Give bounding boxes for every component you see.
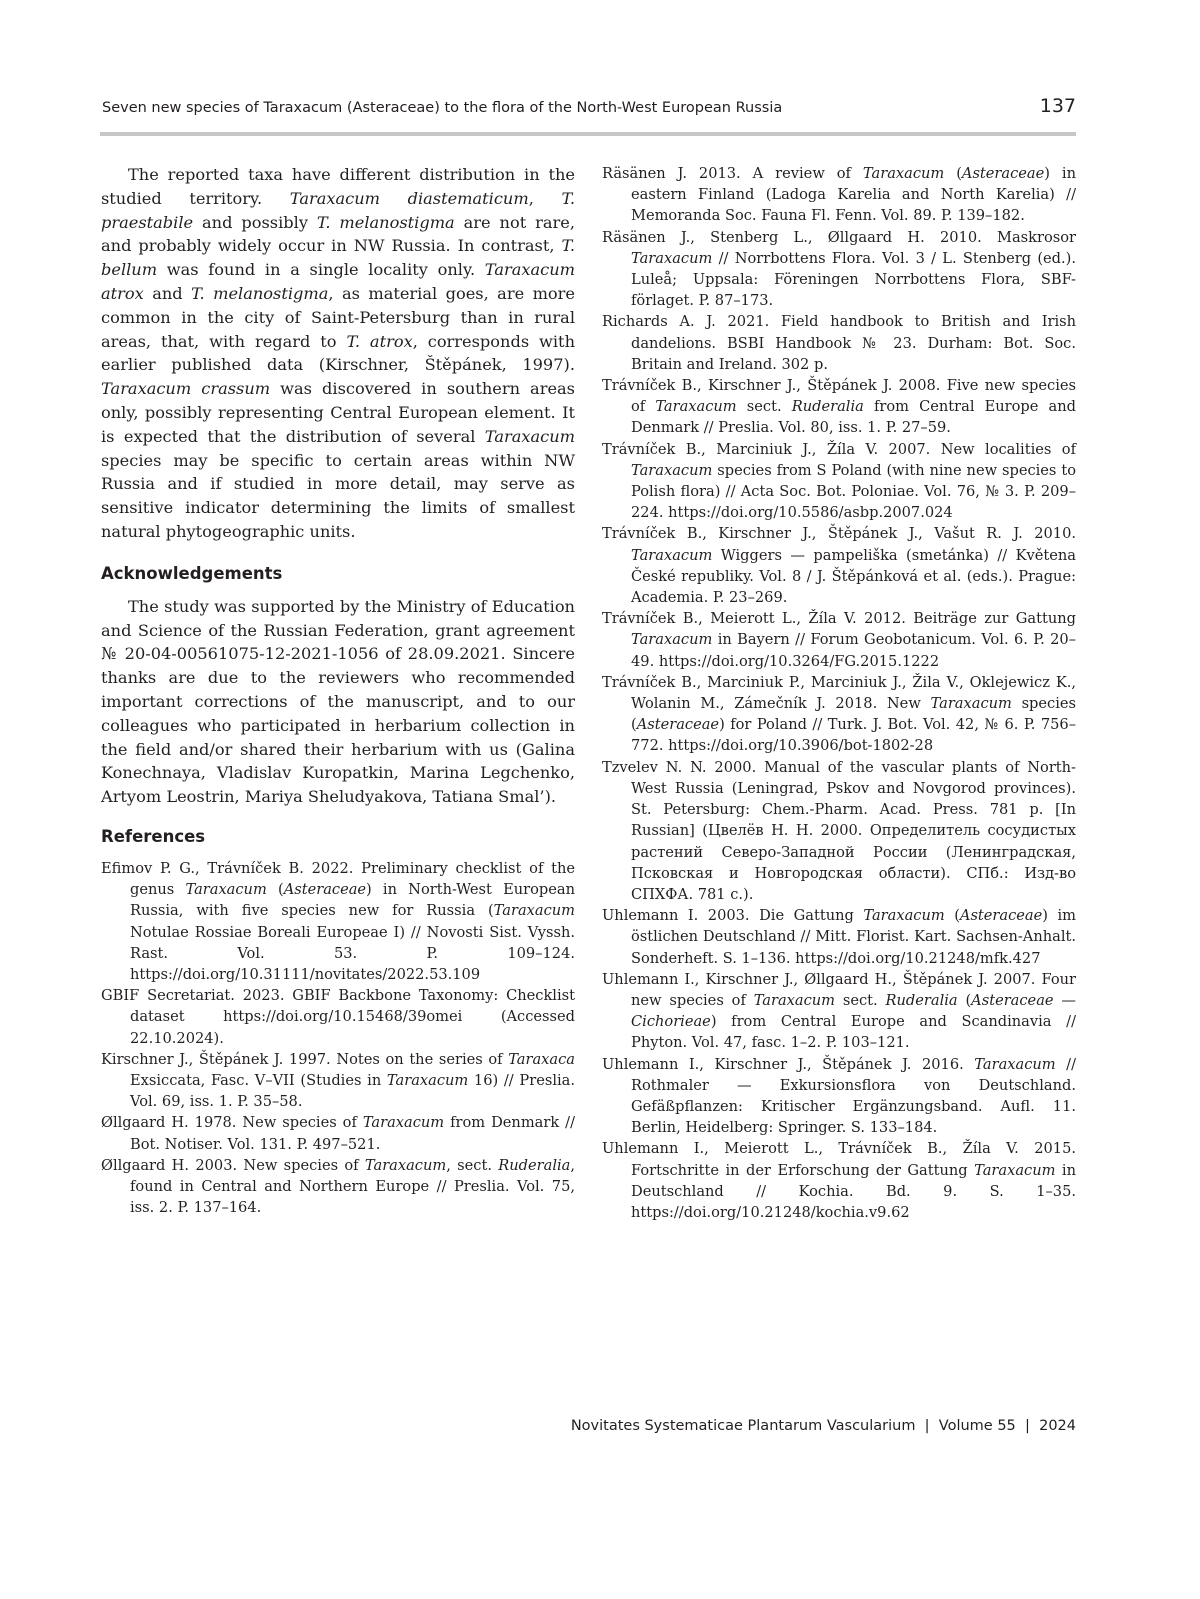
reference-item: Trávníček B., Kirschner J., Štěpánek J., Vašut R. J. 2010. Taraxacum Wiggers — pampeliška (smetánka) // Květena České republiky. Vol. 8 / J. Štěpánková et al. (eds.). Prague: Academia. P. 23–269. bbox=[602, 525, 1076, 607]
reference-item: Trávníček B., Kirschner J., Štěpánek J. 2008. Five new species of Taraxacum sect. Ruderalia from Central Europe and Denmark // Preslia. Vol. 80, iss. 1. P. 27–59. bbox=[602, 377, 1076, 437]
right-column bbox=[602, 163, 1076, 1223]
reference-item: Øllgaard H. 1978. New species of Taraxacum from Denmark // Bot. Notiser. Vol. 131. P. 497–521. bbox=[101, 1114, 575, 1153]
reference-item: Trávníček B., Marciniuk P., Marciniuk J., Žila V., Oklejewicz K., Wolanin M., Zámečník J. 2018. New Taraxacum species (Asteraceae) for Poland // Turk. J. Bot. Vol. 42, № 6. P. 756–772. https://doi.org/10.3906/bot-1802-28 bbox=[602, 673, 1076, 755]
running-title: Seven new species of Taraxacum (Asteraceae) to the flora of the North-West European Russia bbox=[102, 100, 783, 116]
references-list-left bbox=[101, 858, 575, 1218]
distribution-paragraph: The reported taxa have different distribution in the studied territory. Taraxacum diastematicum, T. praestabile and possibly T. melanostigma are not rare, and probably widely occur in NW Russia. In contrast, T. bellum was found in a single locality only. Taraxacum atrox and T. melanostigma, as material goes, are more common in the city of Saint-Petersburg than in rural areas, that, with regard to T. atrox, corresponds with earlier published data (Kirschner, Štěpánek, 1997). Taraxacum crassum was discovered in southern areas only, possibly representing Central European element. It is expected that the distribution of several Taraxacum species may be specific to certain areas within NW Russia and if studied in more detail, may serve as sensitive indicator determining the limits of smallest natural phytogeographic units. bbox=[101, 165, 575, 541]
journal-footer: Novitates Systematicae Plantarum Vascularium | Volume 55 | 2024 bbox=[570, 1418, 1076, 1434]
reference-item: Richards A. J. 2021. Field handbook to British and Irish dandelions. BSBI Handbook № 23. Durham: Bot. Soc. Britain and Ireland. 302 p. bbox=[602, 313, 1076, 373]
reference-item: Øllgaard H. 2003. New species of Taraxacum, sect. Ruderalia, found in Central and Northern Europe // Preslia. Vol. 75, iss. 2. P. 137–164. bbox=[101, 1156, 575, 1217]
left-column bbox=[101, 163, 575, 1218]
reference-item: Räsänen J. 2013. A review of Taraxacum (Asteraceae) in eastern Finland (Ladoga Karelia and North Karelia) // Memoranda Soc. Fauna Fl. Fenn. Vol. 89. P. 139–182. bbox=[602, 165, 1076, 225]
acknowledgements-heading: Acknowledgements bbox=[101, 563, 283, 583]
reference-item: Räsänen J., Stenberg L., Øllgaard H. 2010. Maskrosor Taraxacum // Norrbottens Flora. Vol. 3 / L. Stenberg (ed.). Luleå; Uppsala: Föreningen Norrbottens Flora, SBF-förlaget. P. 87–173. bbox=[602, 228, 1076, 310]
reference-item: Efimov P. G., Trávníček B. 2022. Preliminary checklist of the genus Taraxacum (Asteraceae) in North-West European Russia, with five species new for Russia (Taraxacum Notulae Rossiae Boreali Europeae I) // Novosti Sist. Vyssh. Rast. Vol. 53. P. 109–124. https://doi.org/10.31111/novitates/2022.53.109 bbox=[101, 859, 575, 983]
page-number: 137 bbox=[1039, 95, 1076, 117]
reference-item: Tzvelev N. N. 2000. Manual of the vascular plants of North-West Russia (Leningrad, Pskov and Novgorod provinces). St. Petersburg: Chem.-Pharm. Acad. Press. 781 p. [In Russian] (Цвелёв Н. Н. 2000. Определитель сосудистых растений Северо-Западной России (Ленинградская, Псковская и Новгородская области). СПб.: Изд-во СПХФА. 781 с.). bbox=[602, 758, 1076, 903]
reference-item: Uhlemann I., Kirschner J., Štěpánek J. 2016. Taraxacum // Rothmaler — Exkursionsflora von Deutschland. Gefäßpflanzen: Kritischer Ergänzungsband. Aufl. 11. Berlin, Heidelberg: Springer. S. 133–184. bbox=[602, 1055, 1076, 1137]
reference-item: GBIF Secretariat. 2023. GBIF Backbone Taxonomy: Checklist dataset https://doi.org/10.15468/39omei (Accessed 22.10.2024). bbox=[101, 987, 575, 1047]
running-header bbox=[100, 96, 1076, 136]
reference-item: Uhlemann I., Meierott L., Trávníček B., Žíla V. 2015. Fortschritte in der Erforschung der Gattung Taraxacum in Deutschland // Kochia. Bd. 9. S. 1–35. https://doi.org/10.21248/kochia.v9.62 bbox=[602, 1140, 1076, 1221]
reference-item: Trávníček B., Meierott L., Žíla V. 2012. Beiträge zur Gattung Taraxacum in Bayern // Forum Geobotanicum. Vol. 6. P. 20–49. https://doi.org/10.3264/FG.2015.1222 bbox=[602, 610, 1076, 670]
references-list-right bbox=[602, 163, 1076, 1223]
reference-item: Kirschner J., Štěpánek J. 1997. Notes on the series of Taraxaca Exsiccata, Fasc. V–VII (Studies in Taraxacum 16) // Preslia. Vol. 69, iss. 1. P. 35–58. bbox=[101, 1050, 575, 1111]
references-heading: References bbox=[101, 826, 206, 846]
acknowledgements-text: The study was supported by the Ministry of Education and Science of the Russian Federation, grant agreement № 20-04-00561075-12-2021-1056 of 28.09.2021. Sincere thanks are due to the reviewers who recommended important corrections of the manuscript, and to our colleagues who participated in herbarium collection in the field and/or shared their herbarium with us (Galina Konechnaya, Vladislav Kuropatkin, Marina Legchenko, Artyom Leostrin, Mariya Sheludyakova, Tatiana Smal’). bbox=[101, 596, 575, 807]
reference-item: Uhlemann I., Kirschner J., Øllgaard H., Štěpánek J. 2007. Four new species of Taraxacum sect. Ruderalia (Asteraceae — Cichorieae) from Central Europe and Scandinavia // Phyton. Vol. 47, fasc. 1–2. P. 103–121. bbox=[602, 970, 1076, 1052]
reference-item: Trávníček B., Marciniuk J., Žíla V. 2007. New localities of Taraxacum species from S Poland (with nine new species to Polish flora) // Acta Soc. Bot. Poloniae. Vol. 76, № 3. P. 209–224. https://doi.org/10.5586/asbp.2007.024 bbox=[602, 440, 1076, 522]
reference-item: Uhlemann I. 2003. Die Gattung Taraxacum (Asteraceae) im östlichen Deutschland // Mitt. Florist. Kart. Sachsen-Anhalt. Sonderheft. S. 1–136. https://doi.org/10.21248/mfk.427 bbox=[602, 907, 1076, 967]
